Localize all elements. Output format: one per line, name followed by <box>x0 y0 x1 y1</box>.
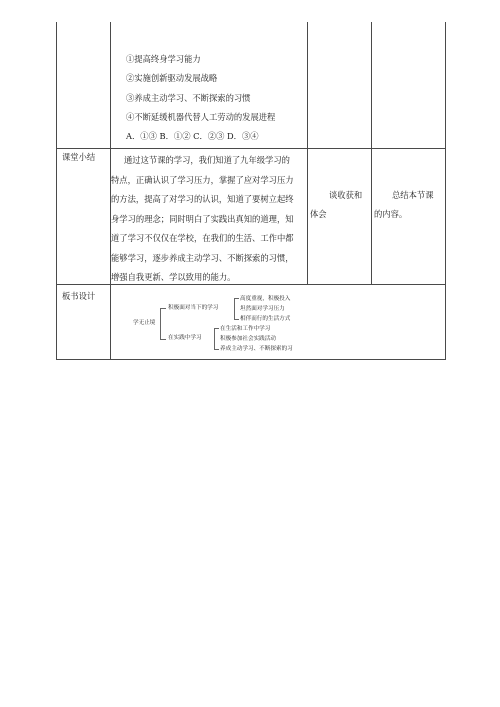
board-branch-2: 在实践中学习 <box>168 335 202 341</box>
answer-choices: A．①③ B．①② C．②③ D．③④ <box>126 131 259 141</box>
summary-line-6: 能够学习，逐步养成主动学习、不断探索的习惯， <box>111 253 294 263</box>
table-border-left <box>56 22 57 360</box>
table-divider-content <box>307 22 308 284</box>
option-4: ④不断延缓机器代替人工劳动的发展进程 <box>126 112 276 122</box>
board-label: 板书设计 <box>62 291 96 301</box>
student-activity-line-1: 谈收获和 <box>329 190 363 200</box>
summary-line-7: 增强自我更新、学以致用的能力。 <box>111 272 236 282</box>
teacher-activity-line-2: 的内容。 <box>374 209 408 219</box>
table-border-right <box>445 22 446 360</box>
board-branch-1-item-1: 高度重视，积极投入 <box>240 296 291 302</box>
student-activity-line-2: 体会 <box>310 209 327 219</box>
board-branch-2-item-3: 养成主动学习、不断探索的习 <box>220 346 293 352</box>
summary-line-4: 身学习的理念；同时明白了实践出真知的道理，知 <box>111 214 294 224</box>
option-2: ②实施创新驱动发展战略 <box>126 73 218 83</box>
teacher-activity-line-1: 总结本节课 <box>392 190 434 200</box>
board-branch-2-item-2: 积极参加社会实践活动 <box>220 336 276 342</box>
board-branch-1-bracket <box>234 298 239 320</box>
summary-line-2: 特点，正确认识了学习压力，掌握了应对学习压力 <box>111 175 294 185</box>
row-divider-2 <box>56 284 446 285</box>
table-border-bottom <box>56 359 446 360</box>
table-divider-label <box>110 22 111 360</box>
table-divider-student <box>371 22 372 284</box>
board-root-bracket <box>160 308 166 340</box>
board-branch-2-item-1: 在生活和工作中学习 <box>220 326 271 332</box>
board-branch-1-item-3: 相伴而行的生活方式 <box>240 316 291 322</box>
board-branch-2-bracket <box>214 328 219 350</box>
option-3: ③养成主动学习、不断探索的习惯 <box>126 93 251 103</box>
board-root: 学无止境 <box>133 320 156 326</box>
summary-line-5: 道了学习不仅仅在学校，在我们的生活、工作中都 <box>111 233 294 243</box>
row-divider-1 <box>56 148 446 149</box>
summary-line-3: 的方法，提高了对学习的认识，知道了要树立起终 <box>111 194 294 204</box>
summary-label: 课堂小结 <box>62 152 96 162</box>
board-branch-1-item-2: 坦然面对学习压力 <box>240 306 285 312</box>
summary-line-1: 通过这节课的学习，我们知道了九年级学习的 <box>124 155 290 165</box>
board-branch-1: 积极面对当下的学习 <box>168 305 219 311</box>
option-1: ①提高终身学习能力 <box>126 54 201 64</box>
